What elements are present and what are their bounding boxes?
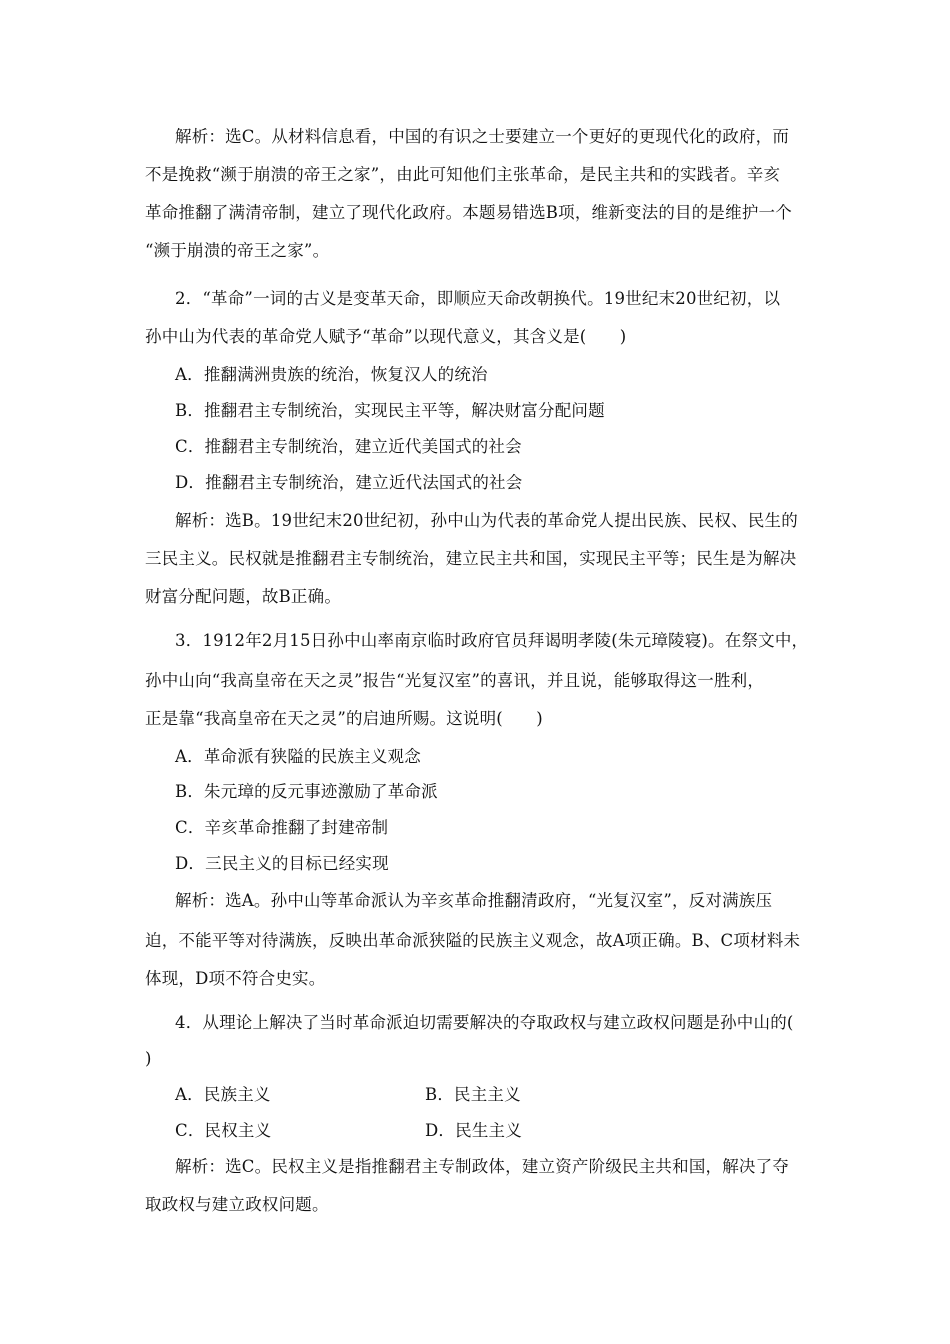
question-2-text: 2．“革命”一词的古义是变革天命，即顺应天命改朝换代。19世纪末20世纪初，以 [175, 289, 781, 308]
analysis-line: 体现，D项不符合史实。 [145, 969, 326, 988]
option-a: A．推翻满洲贵族的统治，恢复汉人的统治 [175, 365, 488, 384]
analysis-line: 解析：选A。孙中山等革命派认为辛亥革命推翻清政府，“光复汉室”，反对满族压 [175, 891, 773, 910]
analysis-line: 迫，不能平等对待满族，反映出革命派狭隘的民族主义观念，故A项正确。B、C项材料未 [145, 931, 801, 950]
option-d: D．民生主义 [425, 1121, 522, 1140]
question-3-text: 正是靠“我高皇帝在天之灵”的启迪所赐。这说明( ) [145, 709, 543, 728]
analysis-line: 取政权与建立政权问题。 [145, 1195, 329, 1214]
option-c: C．辛亥革命推翻了封建帝制 [175, 818, 389, 837]
option-a: A．革命派有狭隘的民族主义观念 [175, 747, 421, 766]
analysis-line: 解析：选C。民权主义是指推翻君主专制政体，建立资产阶级民主共和国，解决了夺 [175, 1157, 790, 1176]
option-a: A．民族主义 [175, 1085, 271, 1104]
analysis-line: 解析：选B。19世纪末20世纪初，孙中山为代表的革命党人提出民族、民权、民生的 [175, 511, 798, 530]
analysis-line: 革命推翻了满清帝制，建立了现代化政府。本题易错选B项，维新变法的目的是维护一个 [145, 203, 792, 222]
question-3-text: 3．1912年2月15日孙中山率南京临时政府官员拜谒明孝陵(朱元璋陵寝)。在祭文中， [175, 631, 809, 650]
analysis-line: 财富分配问题，故B正确。 [145, 587, 342, 606]
analysis-line: 不是挽救“濒于崩溃的帝王之家”，由此可知他们主张革命，是民主共和的实践者。辛亥 [145, 165, 781, 184]
option-d: D．三民主义的目标已经实现 [175, 854, 389, 873]
analysis-line: “濒于崩溃的帝王之家”。 [145, 241, 330, 260]
question-4-text: ) [145, 1049, 152, 1068]
option-d: D．推翻君主专制统治，建立近代法国式的社会 [175, 473, 523, 492]
analysis-line: 解析：选C。从材料信息看，中国的有识之士要建立一个更好的更现代化的政府，而 [175, 127, 790, 146]
option-c: C．推翻君主专制统治，建立近代美国式的社会 [175, 437, 522, 456]
question-2-text: 孙中山为代表的革命党人赋予“革命”以现代意义，其含义是( ) [145, 327, 627, 346]
question-4-text: 4．从理论上解决了当时革命派迫切需要解决的夺取政权与建立政权问题是孙中山的( [175, 1013, 794, 1032]
question-3-text: 孙中山向“我高皇帝在天之灵”报告“光复汉室”的喜讯，并且说，能够取得这一胜利， [145, 671, 765, 690]
option-b: B．朱元璋的反元事迹激励了革命派 [175, 782, 438, 801]
option-c: C．民权主义 [175, 1121, 272, 1140]
analysis-line: 三民主义。民权就是推翻君主专制统治，建立民主共和国，实现民主平等；民生是为解决 [145, 549, 797, 568]
option-b: B．民主主义 [425, 1085, 521, 1104]
option-b: B．推翻君主专制统治，实现民主平等，解决财富分配问题 [175, 401, 605, 420]
